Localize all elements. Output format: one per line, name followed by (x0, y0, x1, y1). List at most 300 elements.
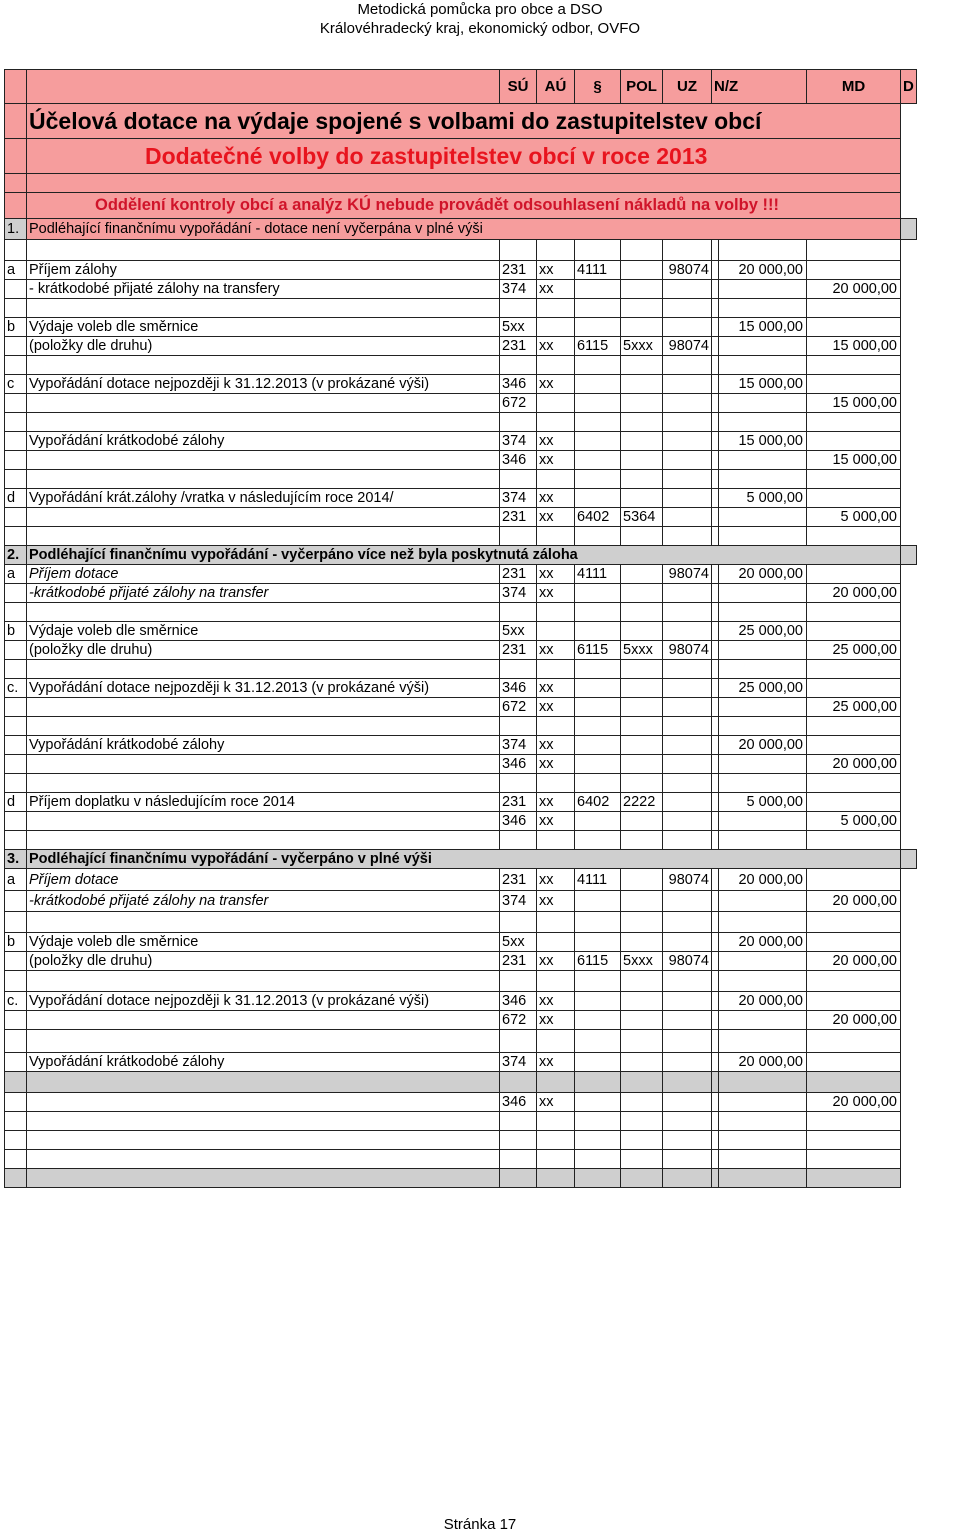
cell-md (719, 413, 807, 432)
cell-idx (5, 470, 27, 489)
cell-d (807, 774, 901, 793)
cell-au: xx (537, 1093, 575, 1112)
cell-au (537, 774, 575, 793)
cell-pol (621, 660, 663, 679)
cell-text: -krátkodobé přijaté zálohy na transfer (27, 584, 500, 603)
cell-md (719, 356, 807, 375)
cell-md (719, 584, 807, 603)
cell-au (537, 470, 575, 489)
cell-au (537, 527, 575, 546)
cell-su: 346 (500, 755, 537, 774)
cell-pol (621, 299, 663, 318)
cell-uz (663, 527, 712, 546)
table-row (5, 992, 917, 1011)
cell-d (807, 736, 901, 755)
table-row (5, 793, 917, 812)
cell-pol (621, 489, 663, 508)
cell-pol: 5xxx (621, 641, 663, 660)
cell-su (500, 527, 537, 546)
table-row (5, 280, 917, 299)
cell-au: xx (537, 952, 575, 971)
cell-pol (621, 717, 663, 736)
cell-uz: 98074 (663, 337, 712, 356)
cell-pol (621, 280, 663, 299)
cell-d (807, 831, 901, 850)
cell-d: 15 000,00 (807, 394, 901, 413)
cell-text (27, 413, 500, 432)
cell-au: xx (537, 1053, 575, 1072)
cell-au: xx (537, 736, 575, 755)
col-header-uz: UZ (663, 70, 712, 104)
cell-au: xx (537, 432, 575, 451)
cell-idx (5, 584, 27, 603)
cell-par (575, 1112, 621, 1131)
cell-text (27, 1131, 500, 1150)
cell-au: xx (537, 565, 575, 584)
cell-au: xx (537, 869, 575, 891)
cell-par: 4111 (575, 261, 621, 280)
cell-au (537, 622, 575, 641)
cell-pol (621, 912, 663, 933)
cell-text (27, 299, 500, 318)
cell-text (27, 660, 500, 679)
cell-md (719, 1030, 807, 1053)
cell-uz (663, 891, 712, 912)
cell-d: 20 000,00 (807, 1011, 901, 1030)
cell-uz: 98074 (663, 952, 712, 971)
cell-text: Podléhající finančnímu vypořádání - vyčerpáno v plné výši (27, 850, 901, 869)
cell-text (27, 1112, 500, 1131)
cell-par (575, 1093, 621, 1112)
cell-par: 4111 (575, 565, 621, 584)
cell-text: Příjem doplatku v následujícím roce 2014 (27, 793, 500, 812)
cell-su: 231 (500, 641, 537, 660)
cell-su (500, 299, 537, 318)
cell-au: xx (537, 584, 575, 603)
cell-par (575, 375, 621, 394)
cell-md (719, 912, 807, 933)
cell-uz (663, 603, 712, 622)
cell-su (500, 717, 537, 736)
cell-text: Příjem zálohy (27, 261, 500, 280)
cell-md (719, 774, 807, 793)
cell-d (807, 1131, 901, 1150)
cell-d: 15 000,00 (807, 337, 901, 356)
cell-pol (621, 933, 663, 952)
cell-au: xx (537, 337, 575, 356)
page-subtitle: Dodatečné volby do zastupitelstev obcí v roce 2013 (27, 139, 901, 174)
cell-md (719, 812, 807, 831)
cell-text (27, 717, 500, 736)
cell-su (500, 1112, 537, 1131)
cell-pol (621, 356, 663, 375)
cell-idx (5, 736, 27, 755)
cell-md (719, 660, 807, 679)
cell-uz (663, 831, 712, 850)
cell-d (807, 470, 901, 489)
cell-text (27, 812, 500, 831)
cell-idx (5, 1011, 27, 1030)
cell-pol (621, 736, 663, 755)
cell-pol (621, 1011, 663, 1030)
cell-su (500, 1169, 537, 1188)
cell-pol (621, 971, 663, 992)
cell-idx (5, 1053, 27, 1072)
cell-md: 20 000,00 (719, 261, 807, 280)
column-header-row (5, 70, 917, 104)
cell-au (537, 1131, 575, 1150)
cell-pol (621, 1093, 663, 1112)
cell-d (807, 356, 901, 375)
cell-au: xx (537, 641, 575, 660)
table-row (5, 337, 917, 356)
cell-md (719, 527, 807, 546)
cell-pol (621, 584, 663, 603)
cell-idx: b (5, 933, 27, 952)
cell-md (719, 508, 807, 527)
col-header-paragraph: § (575, 70, 621, 104)
cell-su: 5xx (500, 318, 537, 337)
cell-par (575, 698, 621, 717)
cell-pol (621, 527, 663, 546)
table-row (5, 869, 917, 891)
cell-par (575, 299, 621, 318)
cell-par (575, 622, 621, 641)
cell-su: 231 (500, 508, 537, 527)
cell-par (575, 717, 621, 736)
cell-text: (položky dle druhu) (27, 337, 500, 356)
cell-pol (621, 679, 663, 698)
cell-par (575, 891, 621, 912)
cell-au (537, 971, 575, 992)
cell-uz (663, 971, 712, 992)
cell-par: 6402 (575, 508, 621, 527)
col-header-au: AÚ (537, 70, 575, 104)
cell-md (719, 451, 807, 470)
table-row (5, 641, 917, 660)
section-header-row (5, 850, 917, 869)
cell-pol (621, 470, 663, 489)
table-row (5, 1053, 917, 1072)
cell-pol (621, 1112, 663, 1131)
cell-md (719, 831, 807, 850)
cell-uz (663, 1112, 712, 1131)
cell-uz: 98074 (663, 641, 712, 660)
cell-au: xx (537, 508, 575, 527)
cell-idx (5, 912, 27, 933)
cell-pol (621, 413, 663, 432)
cell-d (807, 992, 901, 1011)
cell-par: 6402 (575, 793, 621, 812)
cell-su (500, 912, 537, 933)
cell-d: 20 000,00 (807, 280, 901, 299)
cell-md (719, 717, 807, 736)
cell-su: 231 (500, 952, 537, 971)
cell-su: 346 (500, 679, 537, 698)
cell-uz (663, 356, 712, 375)
cell-md: 15 000,00 (719, 318, 807, 337)
table-row (5, 584, 917, 603)
cell-md (719, 1093, 807, 1112)
cell-text (27, 971, 500, 992)
cell-text (27, 698, 500, 717)
cell-d: 20 000,00 (807, 584, 901, 603)
table-row (5, 299, 917, 318)
cell-su (500, 1030, 537, 1053)
cell-au (537, 1072, 575, 1093)
table-row (5, 470, 917, 489)
cell-su (500, 1131, 537, 1150)
cell-uz (663, 1093, 712, 1112)
cell-md (719, 470, 807, 489)
cell-par (575, 451, 621, 470)
table-row (5, 1112, 917, 1131)
cell-text: Vypořádání dotace nejpozději k 31.12.2013 (v prokázané výši) (27, 679, 500, 698)
cell-text (27, 755, 500, 774)
cell-d: 20 000,00 (807, 755, 901, 774)
cell-text: Příjem dotace (27, 565, 500, 584)
cell-uz (663, 1131, 712, 1150)
cell-d (807, 660, 901, 679)
cell-par (575, 1072, 621, 1093)
cell-par (575, 432, 621, 451)
cell-par (575, 755, 621, 774)
cell-par (575, 992, 621, 1011)
cell-text: Výdaje voleb dle směrnice (27, 622, 500, 641)
cell-d (807, 1150, 901, 1169)
cell-au (537, 660, 575, 679)
cell-text (27, 356, 500, 375)
cell-text (27, 1150, 500, 1169)
cell-au (537, 1150, 575, 1169)
cell-uz (663, 622, 712, 641)
cell-par (575, 774, 621, 793)
cell-idx: 3. (5, 850, 27, 869)
cell-d (807, 869, 901, 891)
cell-md: 15 000,00 (719, 432, 807, 451)
cell-au (537, 356, 575, 375)
cell-su (500, 660, 537, 679)
cell-d: 25 000,00 (807, 698, 901, 717)
table-row (5, 1150, 917, 1169)
cell-md: 20 000,00 (719, 992, 807, 1011)
cell-uz (663, 1053, 712, 1072)
cell-su (500, 356, 537, 375)
cell-uz (663, 679, 712, 698)
cell-idx: a (5, 869, 27, 891)
cell-text: Podléhající finančnímu vypořádání - dotace není vyčerpána v plné výši (27, 219, 901, 240)
cell-au (537, 933, 575, 952)
table-row (5, 489, 917, 508)
cell-au (537, 394, 575, 413)
cell-par (575, 1169, 621, 1188)
cell-au: xx (537, 280, 575, 299)
cell-d (807, 933, 901, 952)
cell-text (27, 527, 500, 546)
cell-par (575, 1131, 621, 1150)
cell-idx: d (5, 489, 27, 508)
cell-pol (621, 240, 663, 261)
cell-d: 5 000,00 (807, 812, 901, 831)
cell-text: Vypořádání krátkodobé zálohy (27, 1053, 500, 1072)
cell-md: 25 000,00 (719, 679, 807, 698)
cell-uz (663, 318, 712, 337)
cell-d (807, 717, 901, 736)
cell-idx (5, 1150, 27, 1169)
cell-text (27, 240, 500, 261)
cell-su: 231 (500, 261, 537, 280)
cell-md: 20 000,00 (719, 933, 807, 952)
cell-text: Vypořádání dotace nejpozději k 31.12.2013 (v prokázané výši) (27, 375, 500, 394)
cell-d: 20 000,00 (807, 891, 901, 912)
col-header-nz: N/Z (712, 70, 807, 104)
cell-pol (621, 1053, 663, 1072)
col-header-md: MD (807, 70, 901, 104)
cell-d (807, 527, 901, 546)
cell-su: 346 (500, 451, 537, 470)
cell-md (719, 1112, 807, 1131)
cell-par (575, 318, 621, 337)
cell-au: xx (537, 261, 575, 280)
cell-au (537, 1030, 575, 1053)
cell-uz (663, 812, 712, 831)
table-row (5, 698, 917, 717)
cell-idx (5, 1169, 27, 1188)
cell-d (807, 375, 901, 394)
cell-md: 25 000,00 (719, 622, 807, 641)
cell-su (500, 971, 537, 992)
table-row (5, 831, 917, 850)
cell-idx (5, 432, 27, 451)
table-row (5, 565, 917, 584)
cell-su: 374 (500, 1053, 537, 1072)
cell-idx (5, 394, 27, 413)
cell-md (719, 1131, 807, 1150)
cell-md (719, 1072, 807, 1093)
table-row (5, 774, 917, 793)
cell-idx (5, 508, 27, 527)
cell-idx (5, 527, 27, 546)
cell-su (500, 413, 537, 432)
cell-idx: c (5, 375, 27, 394)
cell-uz (663, 1150, 712, 1169)
cell-pol (621, 831, 663, 850)
cell-idx: b (5, 318, 27, 337)
cell-pol (621, 755, 663, 774)
cell-par (575, 831, 621, 850)
cell-text: (položky dle druhu) (27, 641, 500, 660)
cell-par: 6115 (575, 337, 621, 356)
cell-pol (621, 394, 663, 413)
cell-idx (5, 1030, 27, 1053)
section-header-row (5, 219, 917, 240)
cell-md (719, 1169, 807, 1188)
cell-d (807, 565, 901, 584)
cell-uz (663, 1030, 712, 1053)
cell-d (807, 489, 901, 508)
cell-pol (621, 432, 663, 451)
cell-su: 374 (500, 584, 537, 603)
cell-idx: d (5, 793, 27, 812)
cell-idx (5, 356, 27, 375)
table-row (5, 1030, 917, 1053)
table-row (5, 717, 917, 736)
cell-au: xx (537, 992, 575, 1011)
cell-su: 374 (500, 736, 537, 755)
cell-text: Výdaje voleb dle směrnice (27, 318, 500, 337)
cell-par (575, 413, 621, 432)
cell-idx (5, 971, 27, 992)
cell-su: 346 (500, 1093, 537, 1112)
cell-uz (663, 240, 712, 261)
cell-md (719, 698, 807, 717)
cell-uz (663, 299, 712, 318)
table-row (5, 1011, 917, 1030)
cell-par (575, 1150, 621, 1169)
cell-su (500, 1150, 537, 1169)
cell-par (575, 603, 621, 622)
cell-idx (5, 1112, 27, 1131)
table-row (5, 912, 917, 933)
cell-d (807, 679, 901, 698)
table-row (5, 971, 917, 992)
cell-text: Vypořádání dotace nejpozději k 31.12.2013 (v prokázané výši) (27, 992, 500, 1011)
accounting-table (4, 69, 917, 1188)
cell-au (537, 1169, 575, 1188)
table-row (5, 432, 917, 451)
cell-idx (5, 641, 27, 660)
cell-au: xx (537, 1011, 575, 1030)
cell-pol (621, 1131, 663, 1150)
cell-au: xx (537, 451, 575, 470)
cell-su: 346 (500, 812, 537, 831)
cell-uz: 98074 (663, 869, 712, 891)
cell-su: 374 (500, 489, 537, 508)
cell-uz (663, 413, 712, 432)
cell-su: 231 (500, 869, 537, 891)
cell-md: 20 000,00 (719, 736, 807, 755)
table-row (5, 952, 917, 971)
table-row (5, 413, 917, 432)
cell-idx: a (5, 565, 27, 584)
cell-par (575, 971, 621, 992)
cell-uz (663, 660, 712, 679)
cell-text (27, 1169, 500, 1188)
subtitle-row (5, 139, 917, 174)
cell-su (500, 774, 537, 793)
cell-text: Vypořádání krátkodobé zálohy (27, 736, 500, 755)
cell-par (575, 584, 621, 603)
cell-text (27, 508, 500, 527)
cell-uz: 98074 (663, 261, 712, 280)
cell-idx (5, 698, 27, 717)
cell-au: xx (537, 698, 575, 717)
cell-par (575, 1053, 621, 1072)
cell-pol (621, 774, 663, 793)
cell-pol (621, 869, 663, 891)
cell-par (575, 280, 621, 299)
cell-uz (663, 1011, 712, 1030)
cell-d (807, 1053, 901, 1072)
cell-su: 346 (500, 992, 537, 1011)
cell-par: 6115 (575, 641, 621, 660)
cell-uz (663, 1169, 712, 1188)
cell-idx (5, 831, 27, 850)
cell-d: 20 000,00 (807, 952, 901, 971)
table-row (5, 261, 917, 280)
table-row (5, 1072, 917, 1093)
cell-uz (663, 793, 712, 812)
